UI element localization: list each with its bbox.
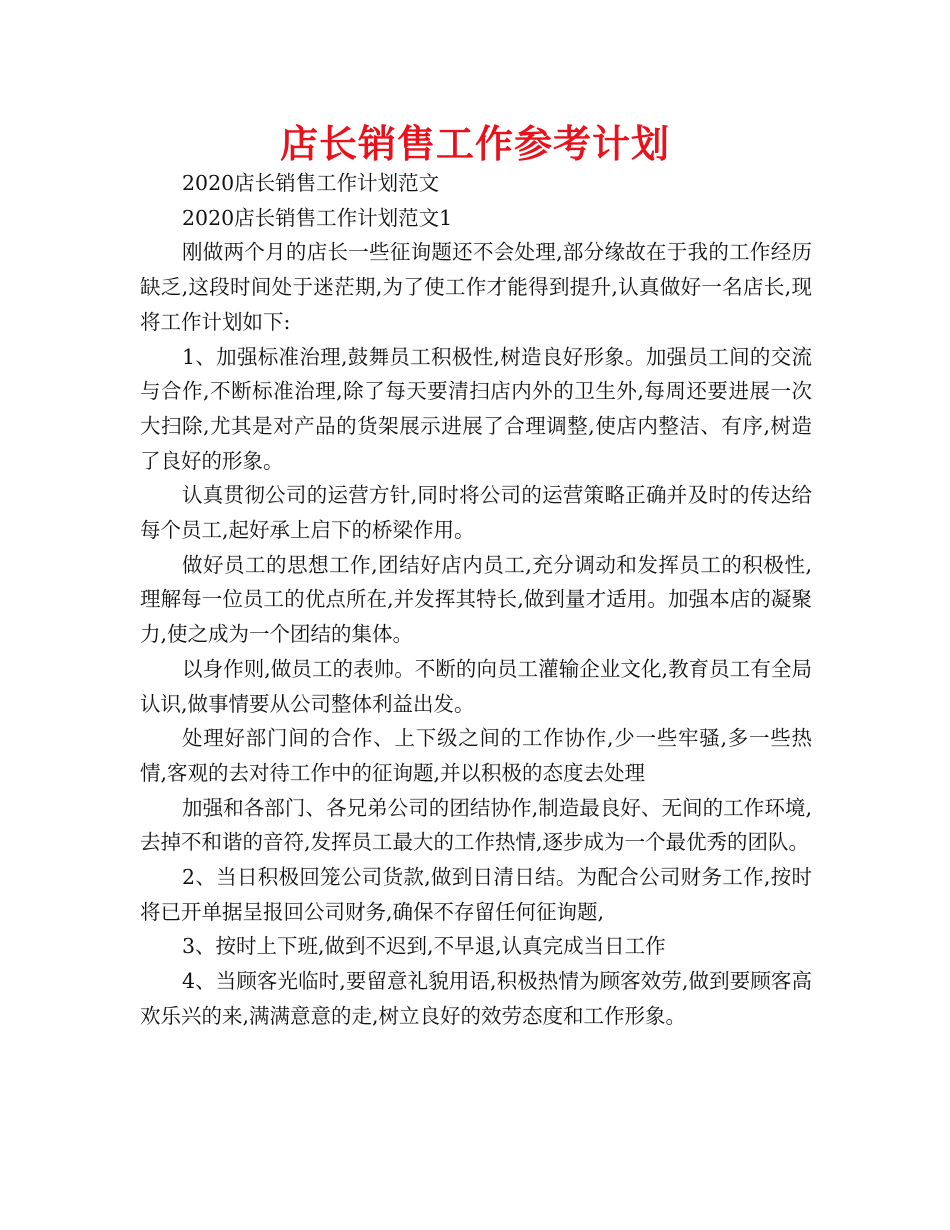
paragraph: 做好员工的思想工作,团结好店内员工,充分调动和发挥员工的积极性,理解每一位员工的优点所在,并发挥其特长,做到量才适用。加强本店的凝聚力,使之成为一个团结的集体。 bbox=[140, 552, 812, 647]
paragraph-item-1: 1、加强标准治理,鼓舞员工积极性,树造良好形象。加强员工间的交流与合作,不断标准治理,除了每天要清扫店内外的卫生外,每周还要进展一次大扫除,尤其是对产品的货架展示进展了合理调整,使店内整洁、有序,树造了良好的形象。 bbox=[140, 344, 812, 473]
document-title: 店长销售工作参考计划 bbox=[279, 122, 670, 166]
paragraph-subtitle-2: 2020店长销售工作计划范文1 bbox=[182, 205, 453, 230]
paragraph-intro: 刚做两个月的店长一些征询题还不会处理,部分缘故在于我的工作经历缺乏,这段时间处于迷茫期,为了使工作才能得到提升,认真做好一名店长,现将工作计划如下: bbox=[140, 240, 812, 334]
paragraph-item-2: 2、当日积极回笼公司货款,做到日清日结。为配合公司财务工作,按时将已开单据呈报回公司财务,确保不存留任何征询题, bbox=[140, 865, 812, 924]
paragraph-item-3: 3、按时上下班,做到不迟到,不早退,认真完成当日工作 bbox=[182, 934, 666, 959]
paragraph: 处理好部门间的合作、上下级之间的工作协作,少一些牢骚,多一些热情,客观的去对待工作中的征询题,并以积极的态度去处理 bbox=[140, 726, 812, 785]
paragraph: 认真贯彻公司的运营方针,同时将公司的运营策略正确并及时的传达给每个员工,起好承上启下的桥梁作用。 bbox=[140, 483, 812, 543]
paragraph-item-4: 4、当顾客光临时,要留意礼貌用语,积极热情为顾客效劳,做到要顾客高欢乐兴的来,满满意意的走,树立良好的效劳态度和工作形象。 bbox=[140, 969, 812, 1028]
paragraph: 以身作则,做员工的表帅。不断的向员工灌输企业文化,教育员工有全局认识,做事情要从公司整体利益出发。 bbox=[140, 656, 812, 716]
document-body bbox=[140, 166, 812, 1034]
paragraph: 加强和各部门、各兄弟公司的团结协作,制造最良好、无间的工作环境,去掉不和谐的音符,发挥员工最大的工作热情,逐步成为一个最优秀的团队。 bbox=[140, 795, 812, 855]
paragraph-subtitle: 2020店长销售工作计划范文 bbox=[182, 171, 440, 195]
